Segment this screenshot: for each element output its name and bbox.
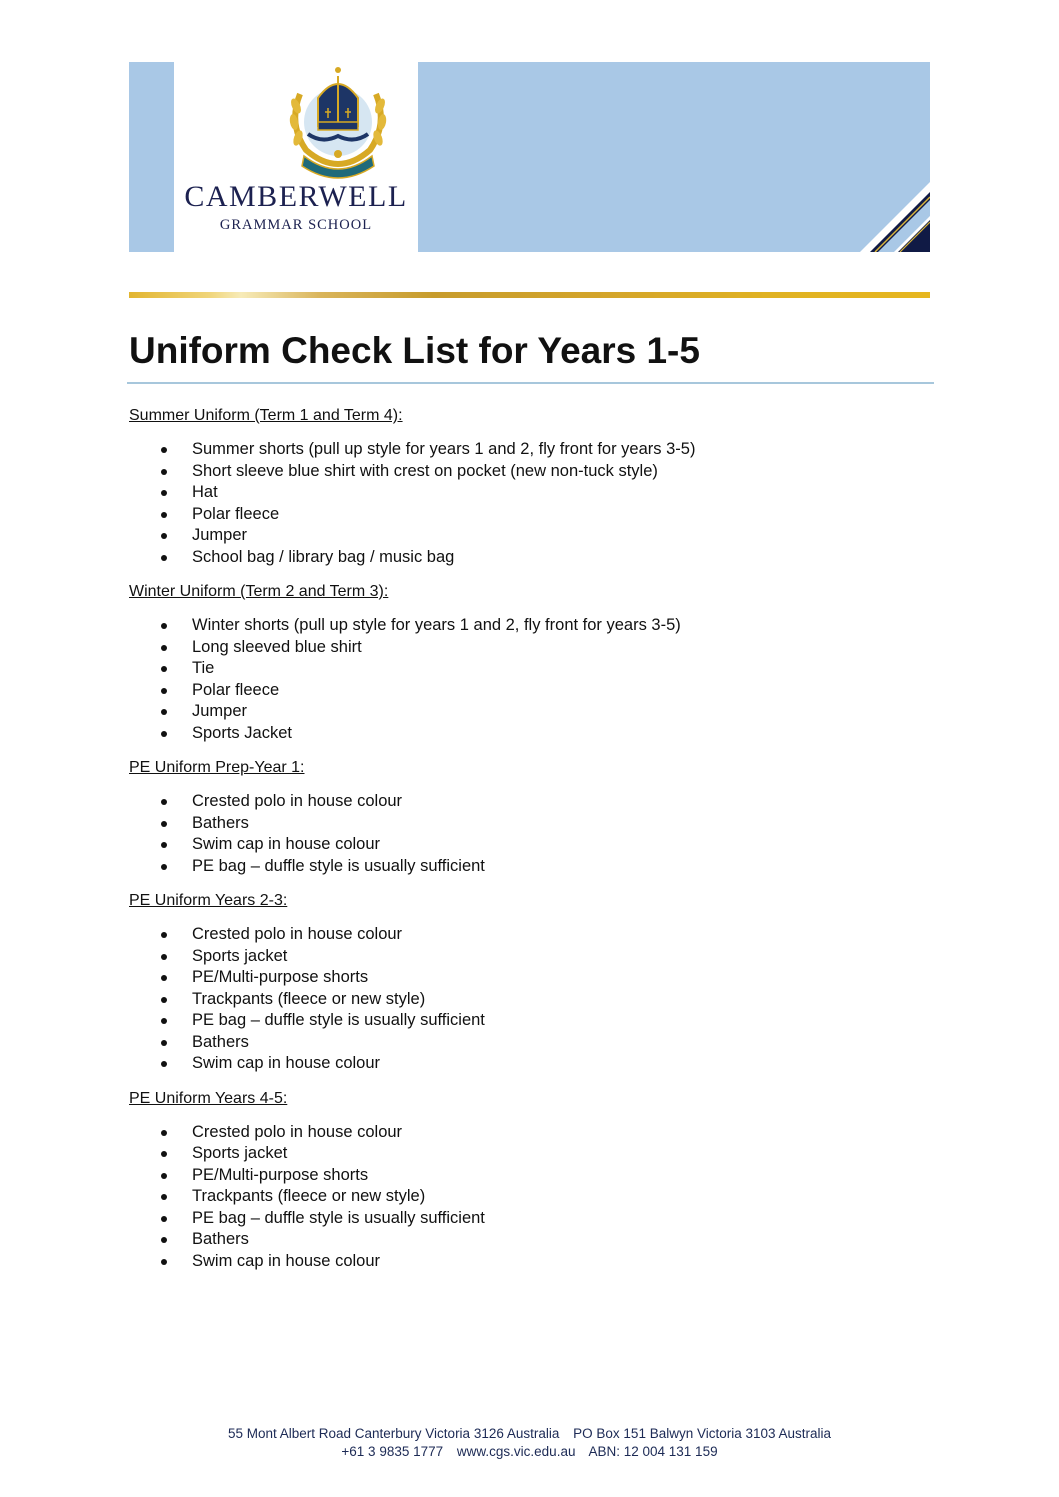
- bullet-icon: [161, 1130, 167, 1136]
- bullet-icon: [161, 1151, 167, 1157]
- list-item: [129, 1010, 929, 1032]
- letterhead-banner: [129, 62, 930, 252]
- bullet-icon: [161, 666, 167, 672]
- page-title: Uniform Check List for Years 1-5: [129, 330, 700, 371]
- website-link[interactable]: www.cgs.vic.edu.au: [456, 1444, 576, 1459]
- item-list: [129, 924, 929, 1075]
- bullet-icon: [161, 799, 167, 805]
- bullet-icon: [161, 623, 167, 629]
- list-item: [129, 1143, 929, 1165]
- bullet-icon: [161, 1194, 167, 1200]
- item-label: Sports jacket: [192, 946, 288, 965]
- list-item: [129, 834, 929, 856]
- item-label: Tie: [192, 659, 215, 677]
- item-list: [129, 1122, 929, 1273]
- bullet-icon: [161, 533, 167, 539]
- abn-number: ABN: 12 004 131 159: [588, 1444, 718, 1459]
- list-item: [129, 615, 929, 637]
- bullet-icon: [161, 842, 167, 848]
- list-item: [129, 658, 929, 680]
- list-item: [129, 791, 929, 813]
- list-item: [129, 1122, 929, 1144]
- bullet-icon: [161, 1173, 167, 1179]
- item-label: Bathers: [192, 1032, 249, 1051]
- section-heading: PE Uniform Years 2-3:: [129, 892, 288, 909]
- bullet-icon: [161, 1040, 167, 1046]
- bullet-icon: [161, 709, 167, 715]
- bullet-icon: [161, 1216, 167, 1222]
- list-item: [129, 1053, 929, 1075]
- item-list: [129, 791, 929, 877]
- bullet-icon: [161, 512, 167, 518]
- item-label: PE bag – duffle style is usually sufficient: [192, 1011, 485, 1029]
- item-label: Short sleeve blue shirt with crest on pocket (new non-tuck style): [192, 461, 658, 480]
- item-label: Trackpants (fleece or new style): [192, 989, 426, 1008]
- list-item: [129, 1251, 929, 1273]
- bullet-icon: [161, 1018, 167, 1024]
- list-item: [129, 1165, 929, 1187]
- item-label: School bag / library bag / music bag: [192, 547, 455, 566]
- item-label: PE/Multi-purpose shorts: [192, 968, 369, 986]
- list-item: [129, 967, 929, 989]
- bullet-icon: [161, 954, 167, 960]
- list-item: [129, 701, 929, 723]
- bullet-icon: [161, 555, 167, 561]
- list-item: [129, 723, 929, 745]
- item-list: [129, 615, 929, 744]
- item-label: Winter shorts (pull up style for years 1 and 2, fly front for years 3-5): [192, 616, 681, 634]
- list-item: [129, 439, 929, 461]
- section-heading: Winter Uniform (Term 2 and Term 3):: [129, 583, 389, 600]
- item-label: Swim cap in house colour: [192, 1251, 381, 1270]
- bullet-icon: [161, 1061, 167, 1067]
- list-item: [129, 1186, 929, 1208]
- section-summer-uniform: [129, 406, 929, 568]
- bullet-icon: [161, 469, 167, 475]
- list-item: [129, 461, 929, 483]
- section-pe-prep-year1: [129, 758, 929, 877]
- bullet-icon: [161, 1259, 167, 1265]
- school-subtitle: GRAMMAR SCHOOL: [219, 217, 373, 233]
- section-pe-years-4-5: [129, 1089, 929, 1273]
- item-label: Long sleeved blue shirt: [192, 637, 362, 656]
- item-label: Swim cap in house colour: [192, 1054, 381, 1072]
- item-label: Jumper: [192, 702, 248, 720]
- section-heading: PE Uniform Years 4-5:: [129, 1089, 288, 1107]
- street-address: 55 Mont Albert Road Canterbury Victoria 3126 Australia: [227, 1426, 560, 1441]
- section-winter-uniform: [129, 582, 929, 744]
- list-item: [129, 989, 929, 1011]
- bullet-icon: [161, 932, 167, 938]
- decorative-stripes: [820, 142, 930, 252]
- item-label: Bathers: [192, 1230, 249, 1248]
- item-label: Sports Jacket: [192, 723, 292, 742]
- bullet-icon: [161, 490, 167, 496]
- item-label: Polar fleece: [192, 680, 280, 699]
- section-heading: Summer Uniform (Term 1 and Term 4):: [129, 407, 403, 424]
- bullet-icon: [161, 1237, 167, 1243]
- item-label: PE/Multi-purpose shorts: [192, 1165, 369, 1184]
- item-label: Swim cap in house colour: [192, 835, 381, 853]
- list-item: [129, 856, 929, 878]
- item-label: PE bag – duffle style is usually sufficient: [192, 1208, 485, 1227]
- footer-line-2: [0, 1443, 1059, 1461]
- footer-line-1: [0, 1425, 1059, 1443]
- item-label: Sports jacket: [192, 1144, 288, 1162]
- list-item: [129, 637, 929, 659]
- bullet-icon: [161, 731, 167, 737]
- checklist-content: [129, 406, 929, 1286]
- phone-number: +61 3 9835 1777: [341, 1444, 444, 1459]
- item-label: Jumper: [192, 526, 248, 544]
- item-label: Hat: [192, 483, 218, 501]
- list-item: [129, 525, 929, 547]
- list-item: [129, 813, 929, 835]
- list-item: [129, 547, 929, 569]
- section-heading: PE Uniform Prep-Year 1:: [129, 759, 305, 776]
- item-label: Bathers: [192, 813, 249, 832]
- list-item: [129, 504, 929, 526]
- list-item: [129, 946, 929, 968]
- school-name: CAMBERWELL: [184, 180, 408, 213]
- bullet-icon: [161, 975, 167, 981]
- item-label: Summer shorts (pull up style for years 1 and 2, fly front for years 3-5): [192, 440, 696, 458]
- list-item: [129, 1229, 929, 1251]
- list-item: [129, 924, 929, 946]
- postal-address: PO Box 151 Balwyn Victoria 3103 Australia: [573, 1426, 832, 1441]
- list-item: [129, 680, 929, 702]
- bullet-icon: [161, 645, 167, 651]
- item-label: Crested polo in house colour: [192, 1122, 403, 1141]
- bullet-icon: [161, 821, 167, 827]
- item-label: Polar fleece: [192, 504, 280, 523]
- bullet-icon: [161, 997, 167, 1003]
- item-label: PE bag – duffle style is usually sufficient: [192, 856, 485, 875]
- page-footer: [0, 1425, 1059, 1461]
- list-item: [129, 482, 929, 504]
- list-item: [129, 1208, 929, 1230]
- bullet-icon: [161, 688, 167, 694]
- item-list: [129, 439, 929, 568]
- gold-divider: [129, 292, 930, 298]
- list-item: [129, 1032, 929, 1054]
- item-label: Crested polo in house colour: [192, 925, 403, 943]
- section-pe-years-2-3: [129, 891, 929, 1075]
- item-label: Crested polo in house colour: [192, 792, 403, 810]
- school-logo: [174, 62, 418, 252]
- bullet-icon: [161, 447, 167, 453]
- bullet-icon: [161, 864, 167, 870]
- item-label: Trackpants (fleece or new style): [192, 1187, 426, 1205]
- title-underline: [127, 382, 934, 384]
- school-crest-icon: [282, 64, 394, 180]
